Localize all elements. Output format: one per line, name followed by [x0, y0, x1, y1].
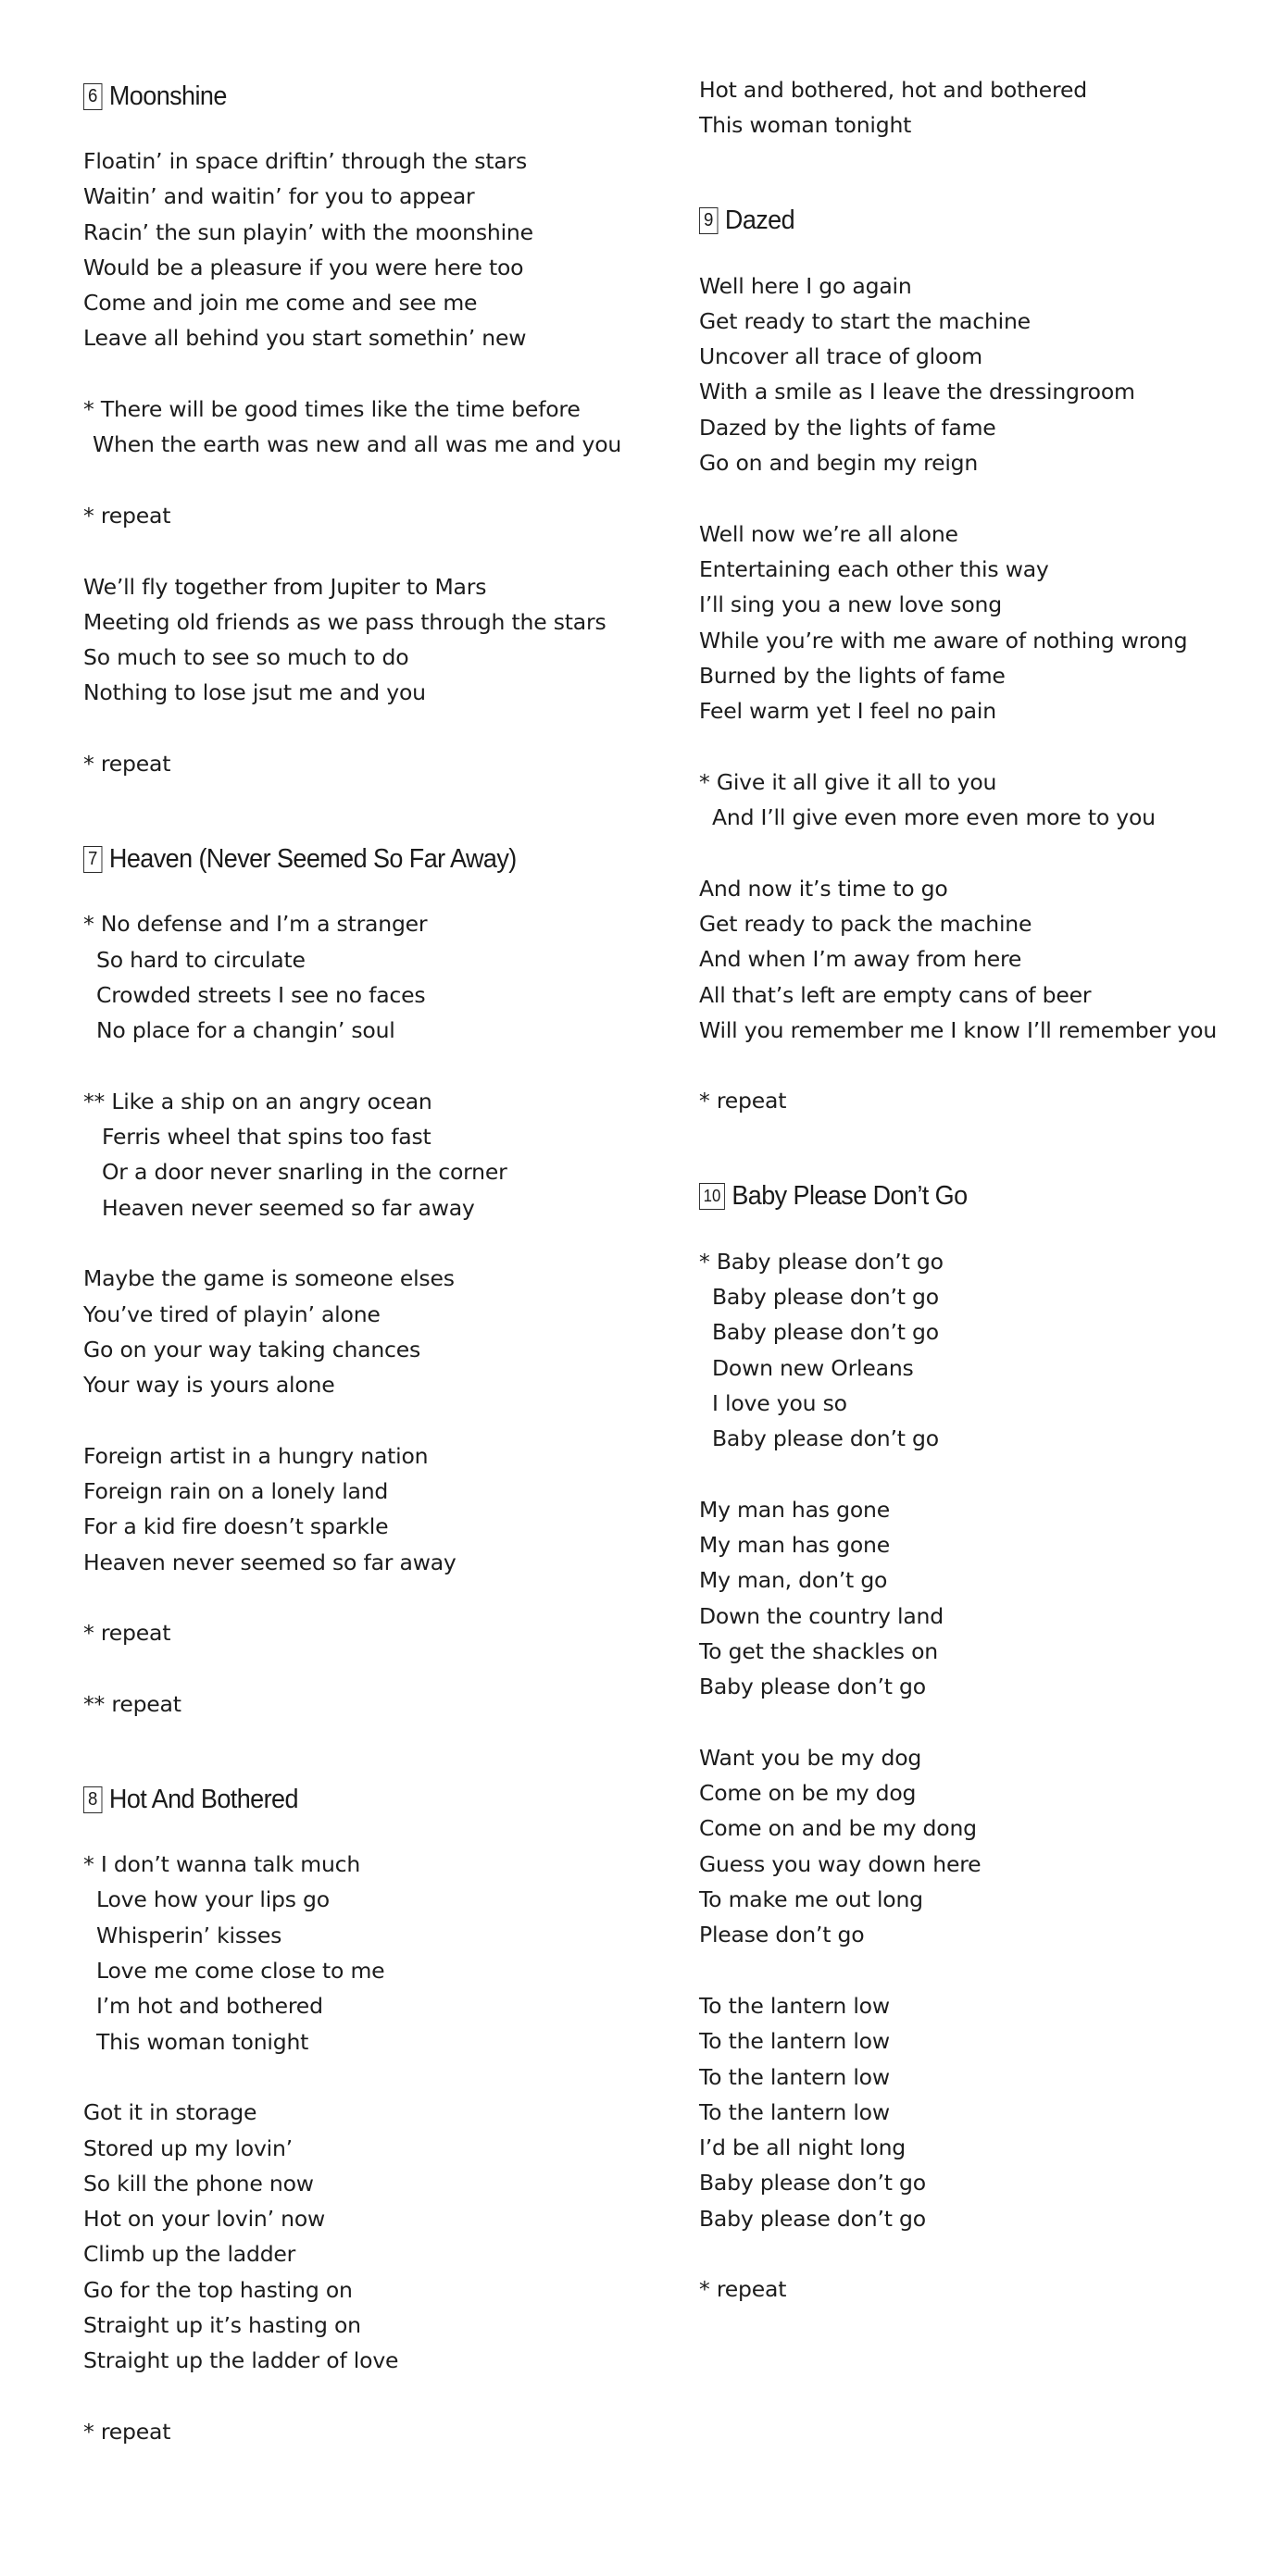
song-moonshine — [83, 72, 639, 781]
lyric-line: Get ready to start the machine — [699, 307, 1031, 334]
chorus-line: * There will be good times like the time before — [83, 396, 581, 423]
lyric-line: My man has gone — [699, 1532, 890, 1559]
chorus-line: Or a door never snarling in the corner — [102, 1159, 507, 1186]
song-hot-and-bothered — [83, 1775, 639, 2449]
song-dazed — [699, 197, 1255, 1119]
lyric-line: Come and join me come and see me — [83, 290, 478, 317]
lyric-line: Racin’ the sun playin’ with the moonshine — [83, 218, 533, 245]
repeat-marker: * repeat — [83, 502, 171, 529]
lyric-line: I’ll sing you a new love song — [699, 591, 1002, 618]
lyric-line: Well here I go again — [699, 272, 912, 299]
song-title-text: Hot And Bothered — [108, 1784, 298, 1814]
lyric-line: And when I’m away from here — [699, 946, 1022, 973]
chorus-line: Baby please don’t go — [712, 1284, 939, 1311]
lyric-line: Waitin’ and waitin’ for you to appear — [83, 183, 475, 210]
lyric-line: We’ll fly together from Jupiter to Mars — [83, 573, 487, 600]
right-column — [699, 72, 1255, 2308]
lyric-line: Meeting old friends as we pass through the stars — [83, 608, 606, 635]
lyric-line: Nothing to lose jsut me and you — [83, 679, 426, 706]
lyric-line: Want you be my dog — [699, 1744, 922, 1771]
lyric-line: Hot on your lovin’ now — [83, 2206, 326, 2233]
song-heaven — [83, 835, 639, 1722]
lyric-line: To make me out long — [699, 1886, 923, 1913]
chorus-line: Whisperin’ kisses — [96, 1922, 282, 1948]
lyric-line: And now it’s time to go — [699, 875, 948, 902]
chorus-line: I love you so — [712, 1389, 847, 1416]
chorus-line: I’m hot and bothered — [96, 1993, 323, 2020]
lyric-line: Floatin’ in space driftin’ through the stars — [83, 148, 528, 174]
repeat-marker: * repeat — [699, 2276, 787, 2303]
lyric-line: My man has gone — [699, 1496, 890, 1523]
lyric-line: My man, don’t go — [699, 1567, 888, 1594]
lyric-line: Hot and bothered, hot and bothered — [699, 77, 1087, 103]
song-title — [83, 835, 600, 883]
lyric-line: Dazed by the lights of fame — [699, 414, 996, 441]
lyric-line: Would be a pleasure if you were here too — [83, 254, 524, 280]
song-title — [699, 1173, 1216, 1221]
chorus-line: And I’ll give even more even more to you — [712, 804, 1156, 831]
lyric-line: With a smile as I leave the dressingroom — [699, 379, 1135, 405]
lyric-line: Down the country land — [699, 1602, 944, 1629]
repeat-marker: * repeat — [83, 751, 171, 778]
lyric-line: Please don’t go — [699, 1922, 865, 1948]
lyric-line: Burned by the lights of fame — [699, 662, 1006, 689]
lyric-line: To the lantern low — [699, 2098, 890, 2125]
chorus-line: No place for a changin’ soul — [96, 1017, 395, 1044]
lyric-line: Your way is yours alone — [83, 1372, 335, 1399]
lyric-line: Come on and be my dong — [699, 1815, 977, 1842]
lyric-line: Leave all behind you start somethin’ new — [83, 325, 527, 352]
chorus-line: Baby please don’t go — [712, 1319, 939, 1346]
chorus-line: Down new Orleans — [712, 1354, 914, 1381]
lyric-line: Well now we’re all alone — [699, 520, 958, 547]
lyric-line: To the lantern low — [699, 2063, 890, 2090]
lyric-line: I’d be all night long — [699, 2134, 906, 2161]
lyric-line: Heaven never seemed so far away — [83, 1549, 456, 1575]
song-hot-and-bothered-continued — [699, 72, 1255, 143]
chorus-line: When the earth was new and all was me and you — [93, 431, 622, 458]
lyric-line: Feel warm yet I feel no pain — [699, 698, 996, 725]
song-title-text: Dazed — [724, 205, 795, 236]
lyric-line: While you’re with me aware of nothing wrong — [699, 627, 1188, 653]
lyric-line: Maybe the game is someone elses — [83, 1265, 455, 1292]
lyric-line: Uncover all trace of gloom — [699, 343, 982, 370]
lyric-line: Foreign rain on a lonely land — [83, 1478, 389, 1505]
repeat-marker: * repeat — [699, 1088, 787, 1114]
lyric-line: To the lantern low — [699, 1992, 890, 2019]
chorus-line: Ferris wheel that spins too fast — [102, 1124, 431, 1151]
lyric-line: Foreign artist in a hungry nation — [83, 1442, 429, 1469]
track-number-box: 7 — [83, 846, 102, 873]
repeat-marker: ** repeat — [83, 1690, 181, 1717]
lyric-line: Straight up it’s hasting on — [83, 2312, 361, 2339]
song-title-text: Heaven (Never Seemed So Far Away) — [108, 843, 517, 874]
chorus-line: Heaven never seemed so far away — [102, 1194, 475, 1221]
chorus-line: * No defense and I’m a stranger — [83, 911, 428, 938]
song-title-text: Baby Please Don’t Go — [732, 1181, 968, 1212]
lyric-line: So kill the phone now — [83, 2170, 314, 2196]
track-number-box: 8 — [83, 1786, 102, 1813]
chorus-line: ** Like a ship on an angry ocean — [83, 1088, 432, 1114]
track-number-box: 6 — [83, 83, 102, 110]
lyric-line: Go on and begin my reign — [699, 450, 979, 477]
lyric-line: You’ve tired of playin’ alone — [83, 1300, 381, 1327]
lyric-line: Guess you way down here — [699, 1850, 982, 1877]
lyric-line: This woman tonight — [699, 112, 912, 139]
lyric-line: Baby please don’t go — [699, 1674, 926, 1700]
lyric-line: To get the shackles on — [699, 1637, 938, 1664]
left-column — [83, 72, 639, 2449]
lyric-line: Baby please don’t go — [699, 2205, 926, 2232]
lyric-line: Go for the top hasting on — [83, 2276, 353, 2303]
chorus-line: Love how your lips go — [96, 1886, 330, 1913]
chorus-line: Baby please don’t go — [712, 1425, 939, 1452]
lyric-line: All that’s left are empty cans of beer — [699, 981, 1092, 1008]
lyric-line: Will you remember me I know I’ll remember you — [699, 1016, 1218, 1043]
lyric-line: To the lantern low — [699, 2028, 890, 2055]
song-title — [83, 72, 600, 120]
chorus-line: So hard to circulate — [96, 946, 306, 973]
repeat-marker: * repeat — [83, 2418, 171, 2445]
lyric-line: Get ready to pack the machine — [699, 910, 1032, 937]
lyric-line: Got it in storage — [83, 2099, 257, 2126]
track-number-box: 9 — [699, 207, 718, 234]
song-title — [83, 1775, 600, 1823]
song-title-text: Moonshine — [108, 81, 227, 111]
lyric-line: Entertaining each other this way — [699, 555, 1049, 582]
lyric-line: For a kid fire doesn’t sparkle — [83, 1513, 389, 1540]
chorus-line: * I don’t wanna talk much — [83, 1851, 361, 1878]
lyric-line: Climb up the ladder — [83, 2241, 296, 2268]
song-baby-please-dont-go — [699, 1173, 1255, 2308]
lyric-line: Come on be my dog — [699, 1780, 917, 1807]
lyric-line: Straight up the ladder of love — [83, 2347, 399, 2374]
chorus-line: This woman tonight — [96, 2028, 309, 2055]
repeat-marker: * repeat — [83, 1620, 171, 1647]
lyric-line: Baby please don’t go — [699, 2170, 926, 2196]
track-number-box: 10 — [699, 1183, 725, 1210]
lyric-line: Go on your way taking chances — [83, 1336, 421, 1363]
chorus-line: * Give it all give it all to you — [699, 768, 997, 795]
song-title — [699, 197, 1216, 245]
lyric-line: Stored up my lovin’ — [83, 2134, 293, 2161]
chorus-line: Crowded streets I see no faces — [96, 981, 426, 1008]
chorus-line: * Baby please don’t go — [699, 1248, 944, 1275]
lyric-line: So much to see so much to do — [83, 644, 409, 671]
chorus-line: Love me come close to me — [96, 1958, 385, 1985]
